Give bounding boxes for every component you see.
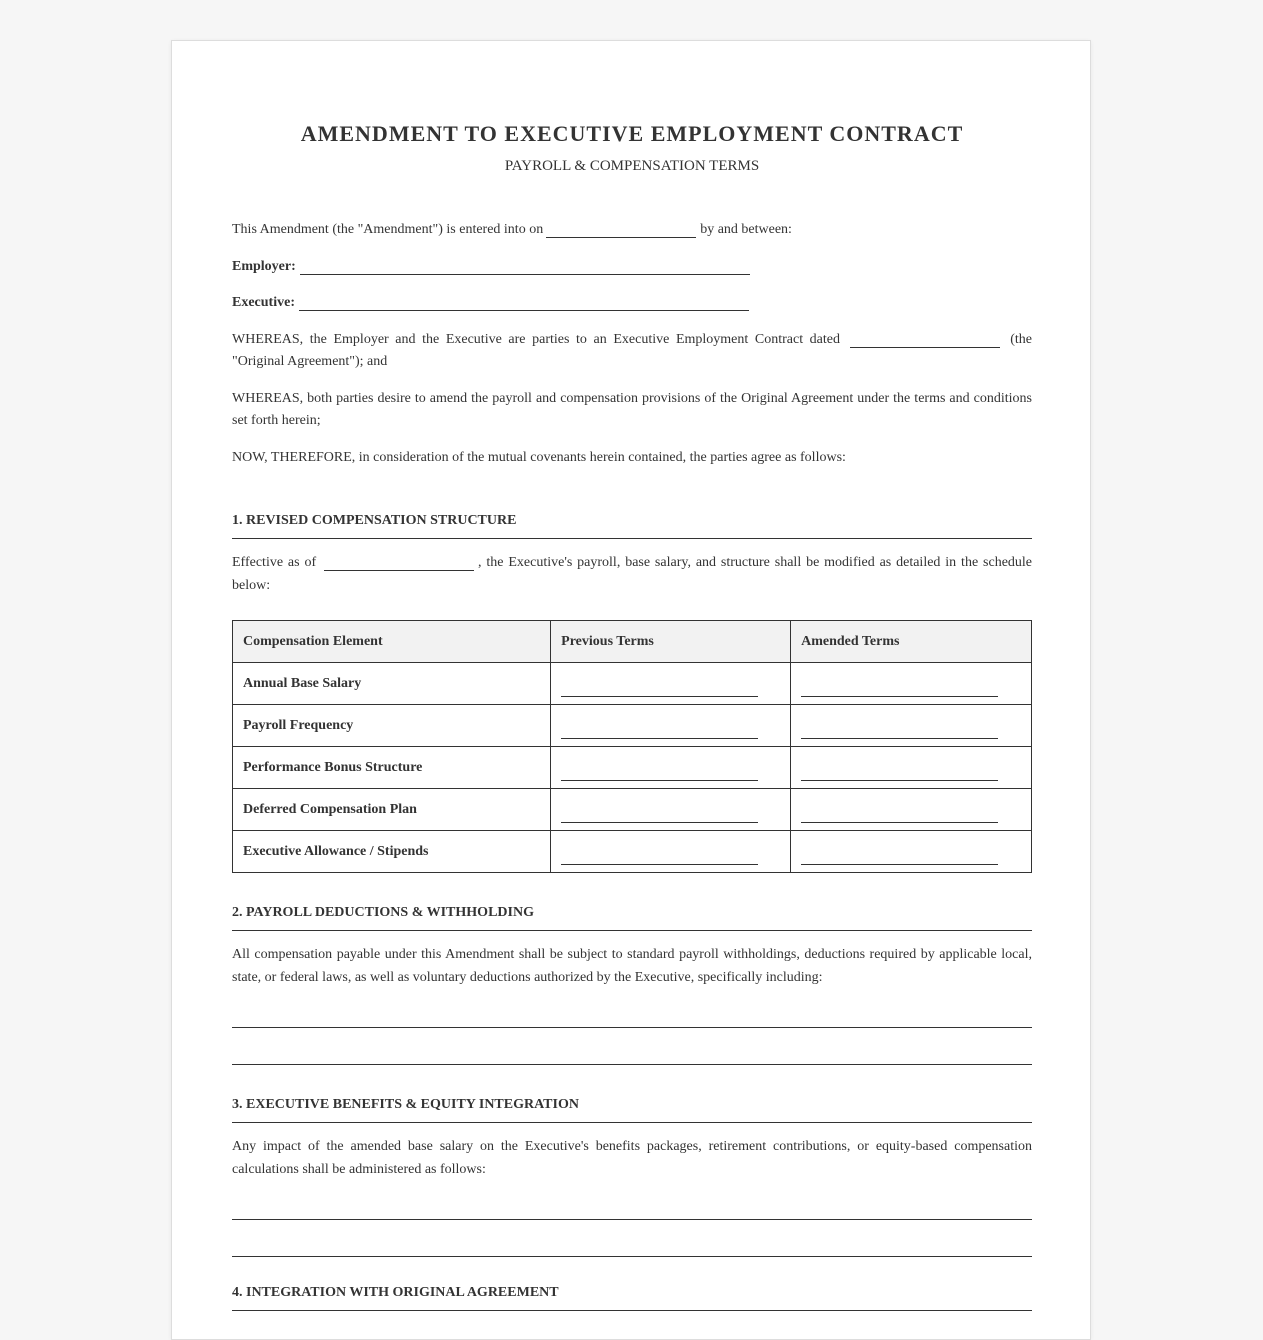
previous-terms-field[interactable] <box>561 839 758 865</box>
document-title: AMENDMENT TO EXECUTIVE EMPLOYMENT CONTRACT <box>300 121 964 146</box>
row-label: Payroll Frequency <box>233 705 551 747</box>
whereas-paragraph-1 <box>232 329 1032 374</box>
previous-terms-cell <box>551 831 791 873</box>
section-3-title: 3. EXECUTIVE BENEFITS & EQUITY INTEGRATION <box>232 1096 1032 1123</box>
section-3-body: Any impact of the amended base salary on the Executive's benefits packages, retirement contributions, or equity-based compensation calculations shall be administered as follows: <box>232 1139 1032 1177</box>
section-2-title: 2. PAYROLL DEDUCTIONS & WITHHOLDING <box>232 904 1032 931</box>
previous-terms-cell <box>551 789 791 831</box>
amended-terms-field[interactable] <box>801 797 998 823</box>
row-label: Executive Allowance / Stipends <box>233 831 551 873</box>
document-page <box>171 40 1091 1340</box>
amended-terms-cell <box>791 705 1032 747</box>
deductions-write-line-2[interactable] <box>232 1028 1032 1065</box>
table-row <box>233 789 1032 831</box>
previous-terms-field[interactable] <box>561 755 758 781</box>
amended-terms-cell <box>791 831 1032 873</box>
table-header-row <box>233 621 1032 663</box>
agreement-date-field[interactable] <box>546 220 696 238</box>
section-1-text-end: , the Executive's payroll, base salary, and structure shall be modified as detailed in the schedule below: <box>232 555 1033 593</box>
document-content <box>232 121 1032 1311</box>
previous-terms-cell <box>551 663 791 705</box>
previous-terms-field[interactable] <box>561 671 758 697</box>
previous-terms-cell <box>551 705 791 747</box>
amended-terms-cell <box>791 789 1032 831</box>
executive-field[interactable] <box>299 293 749 311</box>
previous-terms-field[interactable] <box>561 797 758 823</box>
table-row <box>233 747 1032 789</box>
whereas-1-text-end: (the "Original Agreement"); and <box>232 331 1032 369</box>
executive-label: Executive: <box>232 295 295 310</box>
employer-label: Employer: <box>232 258 296 274</box>
whereas-paragraph-2: WHEREAS, both parties desire to amend the payroll and compensation provisions of the Original Agreement under the terms and conditions set forth herein; <box>232 390 1032 428</box>
previous-terms-field[interactable] <box>561 713 758 739</box>
employer-line <box>232 256 1032 279</box>
now-therefore-paragraph: NOW, THEREFORE, in consideration of the mutual covenants herein contained, the parties agree as follows: <box>232 449 846 465</box>
table-row <box>233 705 1032 747</box>
benefits-write-line-2[interactable] <box>232 1220 1032 1257</box>
intro-text-end: by and between: <box>700 222 792 237</box>
employer-field[interactable] <box>300 257 750 275</box>
amended-terms-field[interactable] <box>801 839 998 865</box>
deductions-write-line-1[interactable] <box>232 989 1032 1028</box>
benefits-write-line-1[interactable] <box>232 1181 1032 1220</box>
amended-terms-cell <box>791 663 1032 705</box>
section-1-title: 1. REVISED COMPENSATION STRUCTURE <box>232 512 1032 539</box>
header-previous-terms: Previous Terms <box>551 621 791 663</box>
effective-date-field[interactable] <box>324 553 474 571</box>
section-4-title: 4. INTEGRATION WITH ORIGINAL AGREEMENT <box>232 1284 1032 1311</box>
section-1-text: Effective as of <box>232 555 317 570</box>
executive-line <box>232 292 1032 315</box>
row-label: Annual Base Salary <box>233 663 551 705</box>
section-1-body <box>232 552 1032 597</box>
whereas-1-text: WHEREAS, the Employer and the Executive are parties to an Executive Employment Contract dated <box>232 331 841 347</box>
amended-terms-cell <box>791 747 1032 789</box>
original-contract-date-field[interactable] <box>850 330 1000 348</box>
previous-terms-cell <box>551 747 791 789</box>
header-amended-terms: Amended Terms <box>791 621 1032 663</box>
amended-terms-field[interactable] <box>801 713 998 739</box>
table-row <box>233 831 1032 873</box>
section-2-body: All compensation payable under this Amendment shall be subject to standard payroll withholdings, deductions required by applicable local, state, or federal laws, as well as voluntary deductions authorized by the Executive, specifically including: <box>232 947 1032 985</box>
row-label: Deferred Compensation Plan <box>233 789 551 831</box>
table-row <box>233 663 1032 705</box>
amended-terms-field[interactable] <box>801 755 998 781</box>
compensation-schedule-table <box>232 620 1032 873</box>
row-label: Performance Bonus Structure <box>233 747 551 789</box>
intro-paragraph <box>232 219 1032 242</box>
amended-terms-field[interactable] <box>801 671 998 697</box>
intro-text: This Amendment (the "Amendment") is entered into on <box>232 222 544 237</box>
header-compensation-element: Compensation Element <box>233 621 551 663</box>
document-subtitle: PAYROLL & COMPENSATION TERMS <box>504 158 760 174</box>
